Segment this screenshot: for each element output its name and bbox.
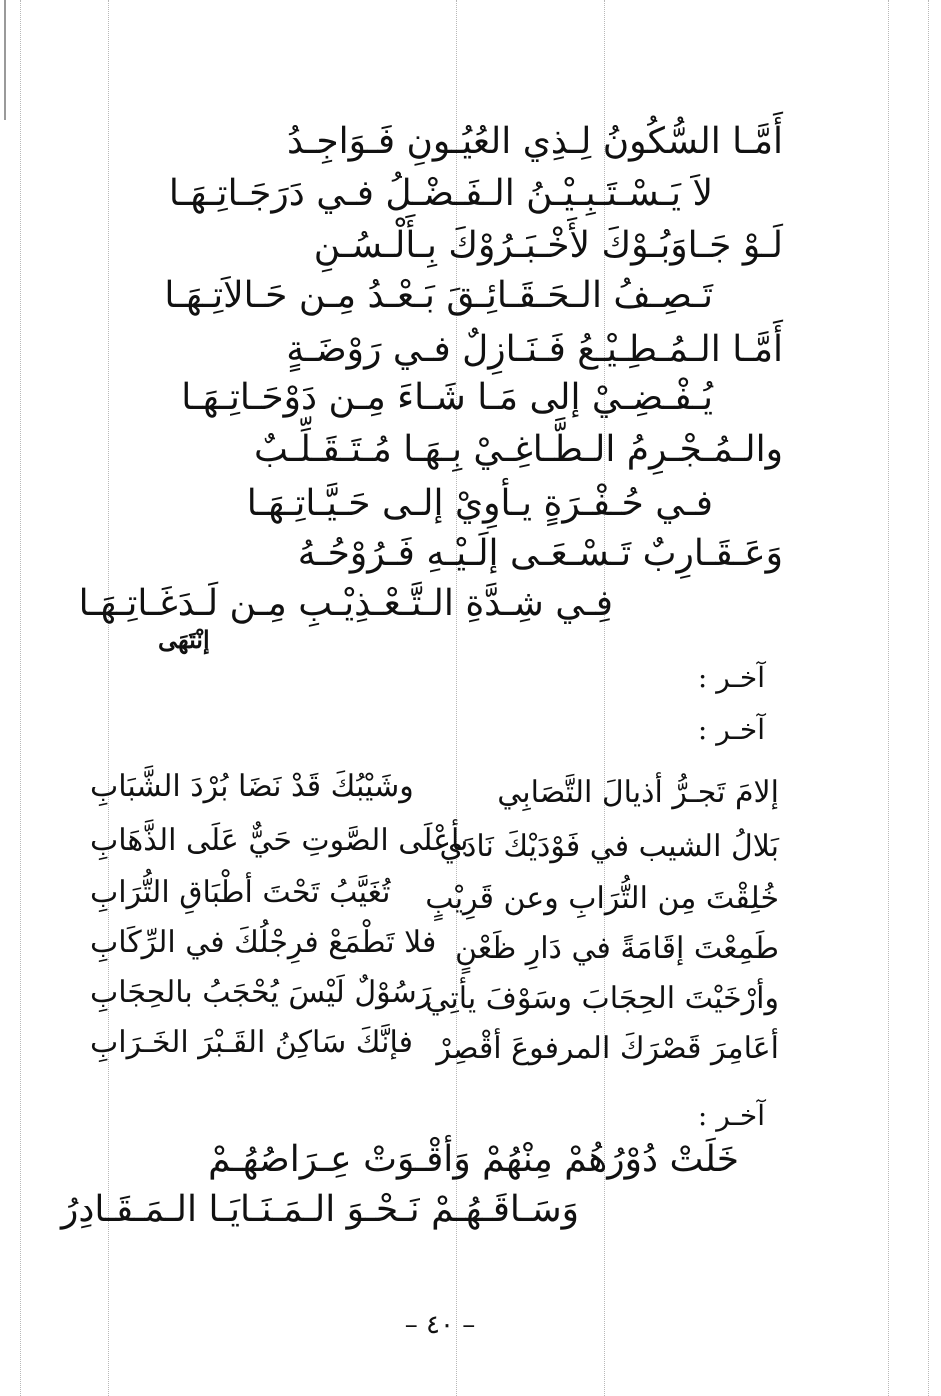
poem-1-line: لَـوْ جَـاوَبُـوْكَ لأَخْـبَـرُوْكَ بِـأَلْـسُـنِ <box>313 225 783 266</box>
poem-3-line: خَلَتْ دُوْرُهُمْ مِنْهُمْ وَأقْـوَتْ عِـرَاصُهُـمْ <box>208 1139 739 1180</box>
poem-2-right-hemistich: إلامَ تَجـرُّ أذيالَ التَّصَابِي <box>497 775 779 810</box>
poem-2-right-hemistich: طَمِعْتَ إقَامَةً في دَارِ ظَعْنٍ <box>455 931 779 966</box>
poem-2-left-hemistich: بأعْلَى الصَّوتِ حَيٌّ عَلَى الذَّهَابِ <box>90 823 469 858</box>
poem-1-line: والـمُـجْـرِمُ الـطَّـاغِـيْ بِـهَـا مُـتَـقَـلِّـبٌ <box>254 429 783 470</box>
poem-2-left-hemistich: وشَيْبُكَ قَدْ نَضَا بُرْدَ الشَّبَابِ <box>90 769 414 804</box>
poem-2-left-hemistich: تُغَيَّبُ تَحْتَ أطْبَاقِ التُّرَابِ <box>90 875 391 910</box>
scan-guide-line <box>20 0 21 1396</box>
section-label-other: آخـر : <box>697 1099 765 1132</box>
poem-1-line: لاَ يَـسْـتَـبِـيْـنُ الـفَـضْـلُ فـي دَرَجَـاتِـهَـا <box>168 173 713 214</box>
poem-2-left-hemistich: فلا تَطْمَعْ فرِجْلُكَ في الرِّكَابِ <box>90 925 437 960</box>
section-label-other: آخـر : <box>697 713 765 746</box>
poem-2-right-hemistich: خُلِقْتَ مِن التُّرَابِ وعن قَرِيْبٍ <box>425 881 779 916</box>
section-label-other: آخـر : <box>697 661 765 694</box>
page-number: – ٤٠ – <box>404 1310 476 1340</box>
poem-1-line: فـي حُـفْـرَةٍ يـأوِيْ إلـى حَـيَّـاتِـهَـا <box>246 483 713 524</box>
poem-2-right-hemistich: وأرْخَيْتَ الحِجَابَ وسَوْفَ يأتِي <box>425 981 779 1016</box>
poem-3-line: وَسَـاقَـهُـمْ نَـحْـوَ الـمَـنَـايَـا الـمَـقَـادِرُ <box>60 1189 579 1230</box>
poem-2-left-hemistich: رَسُوْلٌ لَيْسَ يُحْجَبُ بالحِجَابِ <box>90 975 432 1010</box>
scan-edge-mark <box>4 0 6 120</box>
poem-end-note: إنْتَهَى <box>158 625 210 654</box>
scan-guide-line <box>108 0 109 1396</box>
scan-guide-line <box>928 0 929 1396</box>
scan-guide-line <box>888 0 889 1396</box>
poem-2-left-hemistich: فإنَّكَ سَاكِنُ القَـبْرَ الخَـرَابِ <box>90 1025 413 1060</box>
poem-1-line: فِـي شِـدَّةِ الـتَّـعْـذِيْـبِ مِـن لَـدَغَـاتِـهَـا <box>78 583 613 624</box>
poem-1-line: أَمَّـا الـمُـطِـيْـعُ فَـنَـازِلٌ فـي رَوْضَـةٍ <box>286 329 783 370</box>
poem-1-line: أَمَّـا السُّكُونُ لِـذِي العُيُـونِ فَـوَاجِـدُ <box>286 121 783 162</box>
poem-1-line: وَعَـقَـارِبٌ تَـسْـعَـى إلَـيْـهِ فَـرُوْحُـهُ <box>297 533 783 574</box>
poem-1-line: يُـفْـضِـيْ إلى مَـا شَـاءَ مِـن دَوْحَـاتِـهَـا <box>181 377 713 418</box>
poem-2-right-hemistich: أعَامِرَ قَصْرَكَ المرفوعَ أقْصِرْ <box>436 1031 779 1066</box>
poem-1-line: تَـصِـفُ الـحَـقَـائِـقَ بَـعْـدُ مِـن حَـالاَتِـهَـا <box>164 275 713 316</box>
poem-2-right-hemistich: بَلالُ الشيب في فَوْدَيْكَ نَادَي <box>439 829 779 864</box>
